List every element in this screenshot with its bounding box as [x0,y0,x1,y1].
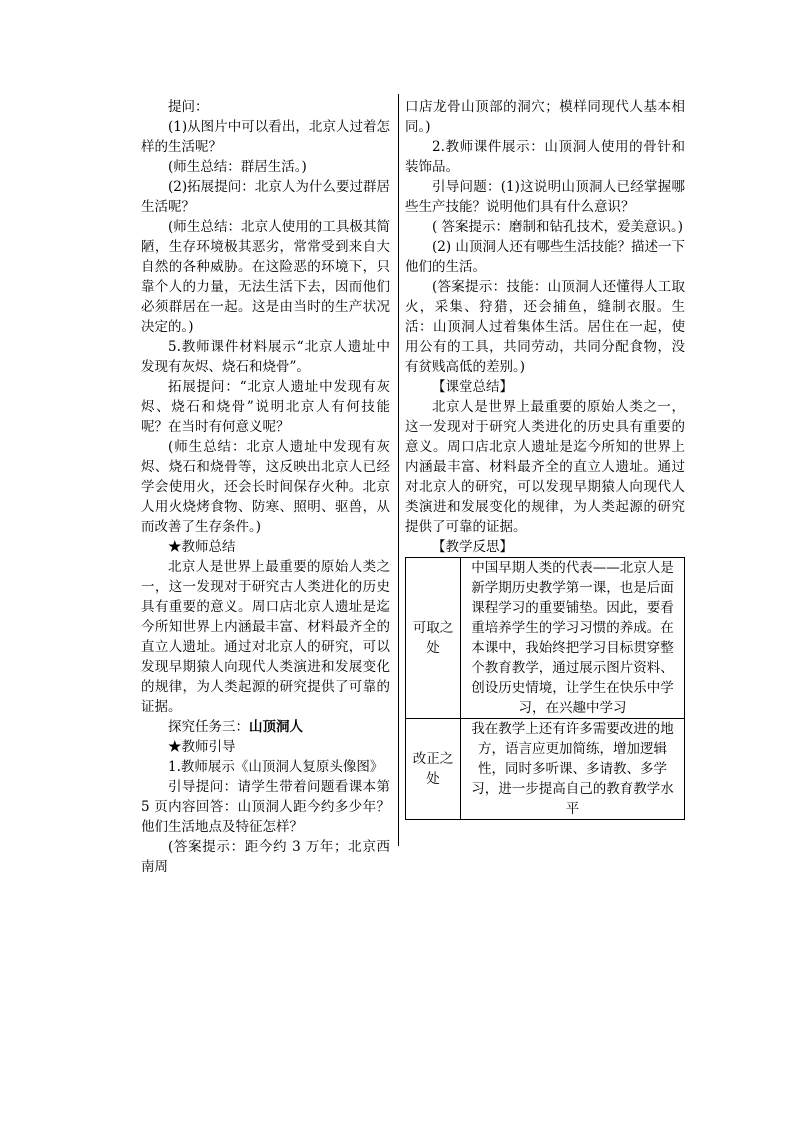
answer-hint-cont: 口店龙骨山顶部的洞穴；模样同现代人基本相同。) [405,99,685,135]
reflection-label: 改正之处 [406,719,461,820]
table-row [406,719,685,820]
left-column [141,97,390,877]
reflection-heading: 【教学反思】 [432,539,513,555]
show-image-1: 1.教师展示《山顶洞人复原头像图》 [168,759,384,775]
question-1: (1)从图片中可以看出，北京人过着怎样的生活呢？ [141,119,390,155]
question-2: (2)拓展提问：北京人为什么要过群居生活呢？ [141,179,390,215]
reflection-table [405,557,685,820]
show-bone-needle: 2.教师课件展示：山顶洞人使用的骨针和装饰品。 [405,139,685,175]
guide-question: 引导提问：请学生带着问题看课本第 5 页内容回答：山顶洞人距今约多少年？他们生活地点及特征怎样？ [141,779,390,835]
right-column [405,97,685,820]
teacher-summary-heading: ★教师总结 [168,539,236,555]
answer-hint-start: (答案提示：距今约 3 万年；北京西南周 [141,839,390,875]
question-heading: 提问： [168,99,209,115]
teacher-guide-heading: ★教师引导 [168,739,236,755]
summary-3: (师生总结：北京人遗址中发现有灰烬、烧石和烧骨等，这反映出北京人已经学会使用火，还会长时间保存火种。北京人用火烧烤食物、防寒、照明、驱兽，从而改善了生存条件。) [141,439,390,535]
material-5: 5.教师课件材料展示“北京人遗址中发现有灰烬、烧石和烧骨”。 [141,339,390,375]
summary-2: (师生总结：北京人使用的工具极其简陋，生存环境极其恶劣，常常受到来自大自然的各种威胁。在这险恶的环境下，只靠个人的力量，无法生活下去，因而他们必须群居在一起。这是由当时的生产状况决定的。) [141,219,390,335]
guide-question-1: 引导问题：(1)这说明山顶洞人已经掌握哪些生产技能？说明他们具有什么意识？ [405,179,685,215]
table-row [406,558,685,719]
teacher-summary: 北京人是世界上最重要的原始人类之一，这一发现对于研究古人类进化的历史具有重要的意义。周口店北京人遗址是迄今所知世界上内涵最丰富、材料最齐全的直立人遗址。通过对北京人的研究，可以发现早期猿人向现代人类演进和发展变化的规律，为人类起源的研究提供了可靠的证据。 [141,559,390,715]
reflection-label: 可取之处 [406,558,461,719]
column-divider [398,94,399,846]
task-three-title: 山顶洞人 [249,719,303,735]
class-summary-heading: 【课堂总结】 [432,379,513,395]
reflection-content: 中国早期人类的代表——北京人是新学期历史教学第一课，也是后面课程学习的重要铺垫。因此，要看重培养学生的学习习惯的养成。在本课中，我始终把学习目标贯穿整个教育教学，通过展示图片资料、创设历史情境，让学生在快乐中学习，在兴趣中学习 [461,558,685,719]
task-three-heading [141,717,390,737]
summary-1: (师生总结：群居生活。) [168,159,307,175]
reflection-content: 我在教学上还有许多需要改进的地方，语言应更加简练，增加逻辑性，同时多听课、多请教、多学习，进一步提高自己的教育教学水平 [461,719,685,820]
task-three-label: 探究任务三： [168,719,249,735]
answer-hint-2: ( 答案提示：磨制和钻孔技术，爱美意识。) [432,219,684,235]
guide-question-2: (2) 山顶洞人还有哪些生活技能？描述一下他们的生活。 [405,239,685,275]
class-summary: 北京人是世界上最重要的原始人类之一，这一发现对于研究人类进化的历史具有重要的意义。周口店北京人遗址是迄今所知的世界上内涵最丰富、材料最齐全的直立人遗址。通过对北京人的研究，可以发现早期猿人向现代人类演进和发展变化的规律，为人类起源的研究提供了可靠的证据。 [405,399,685,535]
extended-question: 拓展提问：“北京人遗址中发现有灰烬、烧石和烧骨”说明北京人有何技能呢？在当时有何意义呢？ [141,379,390,435]
answer-hint-3: (答案提示：技能：山顶洞人还懂得人工取火，采集、狩猎，还会捕鱼，缝制衣服。生活：山顶洞人过着集体生活。居住在一起，使用公有的工具，共同劳动，共同分配食物，没有贫贱高低的差别。) [405,279,685,375]
